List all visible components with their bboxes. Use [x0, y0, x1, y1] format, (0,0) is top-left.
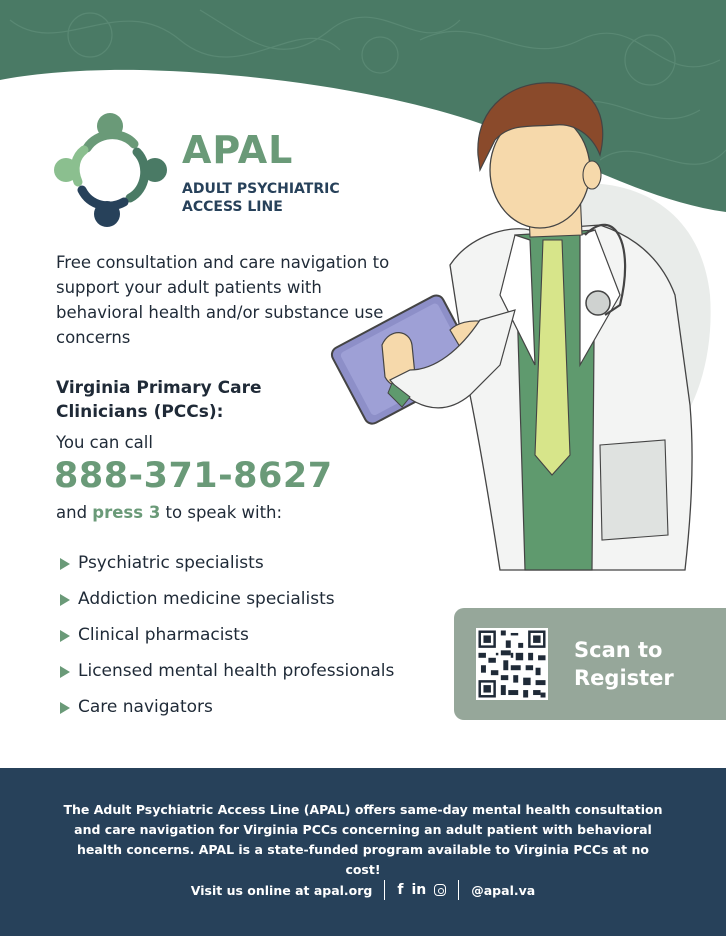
list-item-label: Licensed mental health professionals: [78, 661, 395, 681]
list-item: [60, 697, 394, 733]
triangle-bullet-icon: [60, 630, 70, 642]
brand-subtitle: [182, 180, 340, 216]
triangle-bullet-icon: [60, 558, 70, 570]
social-icons: [397, 882, 446, 898]
scan-line1: Scan to: [574, 638, 663, 662]
scan-line2: Register: [574, 666, 674, 690]
list-item-label: Psychiatric specialists: [78, 553, 264, 573]
phone-number[interactable]: 888-371-8627: [54, 456, 333, 496]
doctor-illustration: [330, 65, 726, 585]
triangle-bullet-icon: [60, 666, 70, 678]
press-after: to speak with:: [160, 503, 283, 522]
facebook-icon[interactable]: f: [397, 882, 404, 898]
footer-divider: [458, 880, 459, 900]
call-lead-text: You can call: [56, 433, 153, 452]
footer-divider: [384, 880, 385, 900]
press-before: and: [56, 503, 93, 522]
scan-register-panel: [454, 608, 726, 720]
linkedin-icon[interactable]: in: [411, 882, 427, 898]
list-item: [60, 661, 394, 697]
brand-subtitle-line1: ADULT PSYCHIATRIC: [182, 181, 340, 197]
list-item: [60, 589, 394, 625]
instagram-icon[interactable]: [434, 884, 446, 896]
list-item-label: Care navigators: [78, 697, 213, 717]
press-highlight: press 3: [92, 503, 161, 522]
list-item-label: Clinical pharmacists: [78, 625, 249, 645]
footer-contact-bar: [0, 880, 726, 900]
brand-title: APAL: [182, 128, 294, 172]
social-handle[interactable]: @apal.va: [471, 882, 536, 898]
apal-logo-icon: [52, 110, 170, 228]
triangle-bullet-icon: [60, 594, 70, 606]
footer-description: The Adult Psychiatric Access Line (APAL) offers same-day mental health consultation and care navigation for Virginia PCCs concerning an adult patient with behavioral health concerns. APAL is a state-funded program available to Virginia PCCs at no cost!: [63, 802, 663, 877]
qr-code-icon[interactable]: [476, 628, 548, 700]
triangle-bullet-icon: [60, 702, 70, 714]
list-item-label: Addiction medicine specialists: [78, 589, 335, 609]
scan-register-text: [574, 636, 704, 692]
press-instruction: [56, 503, 282, 522]
intro-text: Free consultation and care navigation to support your adult patients with behavioral health and/or substance use concerns: [56, 253, 390, 347]
website-link[interactable]: Visit us online at apal.org: [190, 882, 373, 898]
brand-subtitle-line2: ACCESS LINE: [182, 199, 283, 215]
pcc-heading: Virginia Primary Care Clinicians (PCCs):: [56, 378, 262, 422]
list-item: [60, 625, 394, 661]
footer: [0, 768, 726, 936]
